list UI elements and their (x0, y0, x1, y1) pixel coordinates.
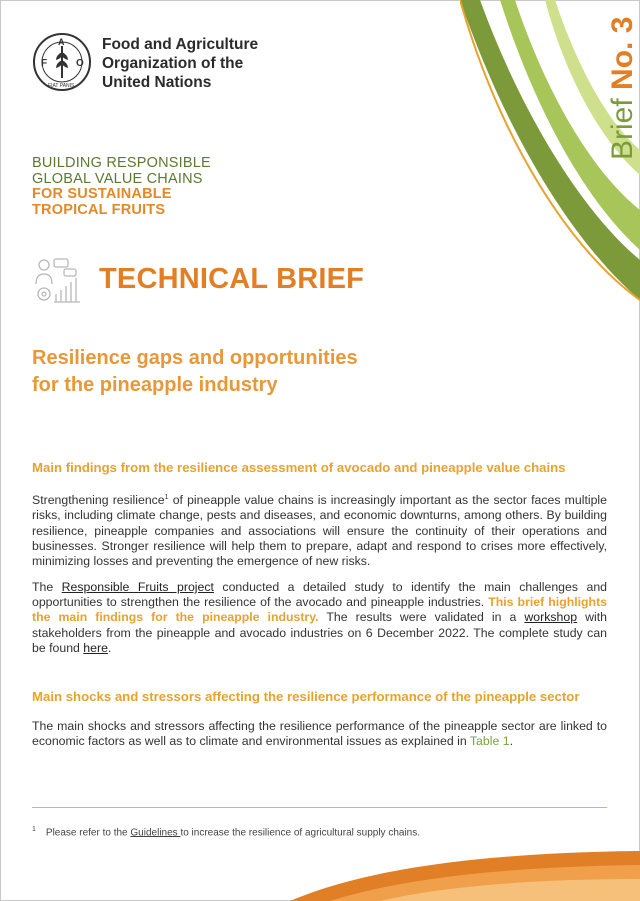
study-here-link[interactable]: here (83, 640, 108, 655)
brief-word: Brief (606, 98, 639, 160)
series-line-1: BUILDING RESPONSIBLE (32, 155, 211, 171)
series-title (32, 156, 211, 218)
series-line-3: FOR SUSTAINABLE (32, 186, 172, 202)
logo-letter-a: A (58, 37, 65, 47)
section-heading-main-findings: Main findings from the resilience assessment of avocado and pineapple value chains (32, 460, 566, 475)
text: The results were validated in a (318, 610, 525, 625)
organization-name (102, 35, 258, 92)
paragraph-study (32, 580, 607, 656)
highlight-text: This brief highlights the main findings for the pineapple industry. (32, 595, 608, 625)
fao-logo (32, 32, 92, 92)
table-1-link[interactable]: Table 1 (469, 734, 510, 749)
footnote (32, 826, 420, 838)
text: to increase the resilience of agricultural supply chains. (180, 827, 421, 839)
text: of pineapple value chains is increasingly important as the sector faces multiple risks, including climate change, pests and diseases, and economic downturns, among others. By building resilience, pineapple companies and associations will ensure the continuity of their operations and businesses. Stronger resilience will help them to prepare, adapt and respond to crises more effectively, minimizing losses and preventing the emergence of new risks. (32, 493, 608, 568)
responsible-fruits-link[interactable]: Responsible Fruits project (61, 580, 214, 594)
org-line-3: United Nations (102, 74, 212, 91)
workshop-link[interactable]: workshop (524, 610, 578, 625)
footnote-number: 1 (32, 826, 36, 833)
series-line-4: TROPICAL FRUITS (32, 201, 166, 218)
technical-brief-heading: TECHNICAL BRIEF (99, 263, 365, 295)
guidelines-link[interactable]: Guidelines (130, 827, 181, 839)
text: Please refer to the (45, 827, 131, 839)
footnote-divider (32, 807, 607, 808)
text: conducted a detailed study to identify the main challenges and opportunities to strengthen the resilience of the avocado and pineapple industries. (32, 580, 607, 610)
technical-brief-icon (32, 256, 82, 306)
section-heading-shocks: Main shocks and stressors affecting the resilience performance of the pineapple sector (32, 689, 580, 704)
paragraph-resilience-intro (32, 490, 607, 569)
logo-letter-o: O (76, 58, 84, 69)
text: The main shocks and stressors affecting the resilience performance of the pineapple sector are linked to economic factors as well as to climate and environmental issues as explained in (32, 719, 607, 749)
logo-motto: FIAT PANIS (48, 83, 75, 89)
title-line-1: Resilience gaps and opportunities (32, 347, 358, 369)
series-line-2: GLOBAL VALUE CHAINS (32, 170, 203, 187)
text: . (509, 734, 513, 749)
paragraph-shocks (32, 719, 607, 749)
text: Strengthening resilience (32, 493, 165, 508)
brief-number-label (608, 17, 638, 160)
text: . (107, 640, 112, 655)
logo-letter-f: F (41, 58, 48, 69)
footnote-ref[interactable]: 1 (164, 494, 169, 501)
text: with stakeholders from the pineapple and avocado industries on 6 December 2022. The complete study can be found (32, 610, 607, 655)
text: The (32, 580, 62, 594)
brief-number: No. 3 (606, 16, 639, 90)
org-line-2: Organization of the (102, 55, 244, 72)
bottom-swoosh-art (0, 841, 640, 901)
document-title (32, 345, 358, 399)
org-line-1: Food and Agriculture (102, 36, 259, 53)
title-line-2: for the pineapple industry (32, 374, 278, 396)
